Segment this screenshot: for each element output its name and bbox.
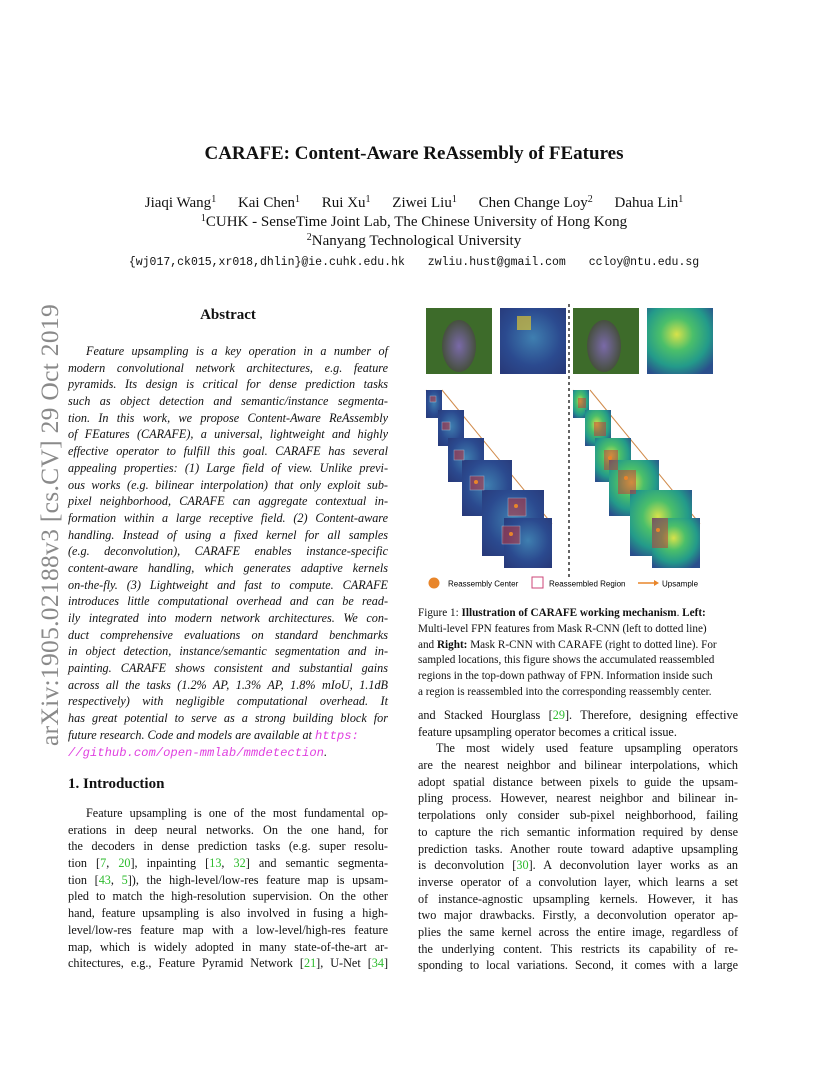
- arxiv-stamp: arXiv:1905.02188v3 [cs.CV] 29 Oct 2019: [35, 304, 64, 747]
- author: Ziwei Liu$^1$: [392, 194, 457, 211]
- figure-legend: [429, 577, 699, 589]
- author: Kai Chen$^1$: [237, 194, 301, 211]
- carafe-cascade: [573, 390, 700, 568]
- right-column-body: and Stacked Hourglass [29]. Therefore, designing effective feature upsampling operator becomes a critical issue. The most widely used feature upsampling operators are the nearest neighbor and bilinear interpolations, which adopt spatial distance between pixels to guide the upsam- pling process. However, nearest neighbor and bilinear in- terpolations only consider sub-pixel neighborhood, failing to capture the rich semantic information required by dense prediction tasks. Another route toward adaptive upsampling is deconvolution [30]. A deconvolution layer works as an inverse operator of a convolution layer, which learns a set of instance-agnostic upsampling kernels. However, it has two major drawbacks. Firstly, a deconvolution operator ap- plies the same kernel across the entire image, regardless of the underlying content. This restricts its capability of re- sponding to local variations. Second, it comes with a large: [418, 708, 739, 973]
- fpn-cascade: [426, 390, 552, 568]
- citation[interactable]: 7: [100, 856, 107, 871]
- affiliation-2: $^2$Nanyang Technological University: [306, 232, 522, 249]
- figure-1-carafe-illustration: [418, 298, 738, 598]
- citation[interactable]: 20: [118, 856, 131, 871]
- author: Jiaqi Wang$^1$: [144, 194, 217, 211]
- reassembled-region-icon: [532, 577, 543, 588]
- author-list: [0, 195, 828, 212]
- svg-text:Reassembly Center: Reassembly Center: [448, 579, 519, 589]
- citation[interactable]: 30: [516, 858, 529, 873]
- author: Chen Change Loy$^2$: [478, 194, 593, 211]
- svg-text:Upsample: Upsample: [662, 579, 699, 589]
- svg-text:Reassembled Region: Reassembled Region: [549, 579, 626, 589]
- intro-body: Feature upsampling is one of the most fundamental op- erations in deep neural networks. On the one hand, for the decoders in dense prediction tasks (e.g. super resolu- tion [7, 20], inpainting [13, 32] and semantic segmenta- tion [43, 5]), the high-level/low-res feature map is upsam- pled to match the high-resolution supervision. On the other hand, feature upsampling is also involved in fusing a high- level/low-res feature map with a low-level/high-res feature map, which is widely adopted in many state-of-the-art ar- chitectures, e.g., Feature Pyramid Network [21], U-Net [34]: [68, 806, 389, 971]
- author: Dahua Lin$^1$: [614, 194, 684, 211]
- paper-title: CARAFE: Content-Aware ReAssembly of FEatures: [204, 143, 624, 164]
- citation[interactable]: 34: [371, 956, 384, 971]
- section-heading-introduction: 1. Introduction: [68, 776, 165, 792]
- citation[interactable]: 5: [121, 872, 128, 887]
- citation[interactable]: 13: [209, 856, 222, 871]
- citation[interactable]: 32: [233, 856, 246, 871]
- reassembly-center-icon: [429, 578, 440, 589]
- citation[interactable]: 21: [303, 956, 317, 971]
- abstract-heading: Abstract: [200, 307, 256, 323]
- email: {wj017,ck015,xr018,dhlin}@ie.cuhk.edu.hk: [128, 256, 405, 269]
- carafe-feature-map-top: [647, 308, 713, 374]
- email: ccloy@ntu.edu.sg: [588, 256, 700, 269]
- citation[interactable]: 43: [98, 872, 111, 887]
- code-link-cont[interactable]: //github.com/open-mmlab/mmdetection: [68, 745, 324, 760]
- affiliation-1: $^1$CUHK - SenseTime Joint Lab, The Chinese University of Hong Kong: [200, 213, 628, 230]
- figure-1-caption: Figure 1: Illustration of CARAFE working mechanism. Left: Multi-level FPN features from Mask R-CNN (left to dotted line) and Right: Mask R-CNN with CARAFE (right to dotted line). For sampled locations, this figure shows the accumulated reassembled regions in the top-down pathway of FPN. Information inside such a region is reassembled into the corresponding reassembly center.: [418, 607, 717, 698]
- author: Rui Xu$^1$: [321, 194, 371, 211]
- citation[interactable]: 29: [552, 708, 565, 722]
- code-link[interactable]: https:: [314, 728, 359, 743]
- fpn-feature-map-top: [500, 308, 566, 374]
- email-list: [0, 256, 828, 269]
- abstract-body: Feature upsampling is a key operation in a number of modern convolutional network architectures, e.g. feature pyramids. Its design is critical for dense prediction tasks such as object detection and semantic/instance segmenta- tion. In this work, we propose Content-Aware ReAssembly of FEatures (CARAFE), a universal, lightweight and highly effective operator to fulfill this goal. CARAFE has several appealing properties: (1) Large field of view. Unlike previ- ous works (e.g. bilinear interpolation) that only exploit sub- pixel neighborhood, CARAFE can aggregate contextual in- formation within a large receptive field. (2) Content-aware handling. Instead of using a fixed kernel for all samples (e.g. deconvolution), CARAFE enables instance-specific content-aware handling, which generates adaptive kernels on-the-fly. (3) Lightweight and fast to compute. CARAFE introduces little computational overhead and can be read- ily integrated into modern network architectures. We con- duct comprehensive evaluations on standard benchmarks in object detection, instance/semantic segmentation and in- painting. CARAFE shows consistent and substantial gains across all the tasks (1.2% AP, 1.3% AP, 1.8% mIoU, 1.1dB respectively) with negligible computational overhead. It has great potential to serve as a strong building block for future research. Code and models are available at https: //github.com/open-mmlab/mmdetection.: [68, 344, 388, 760]
- email: zwliu.hust@gmail.com: [427, 256, 566, 269]
